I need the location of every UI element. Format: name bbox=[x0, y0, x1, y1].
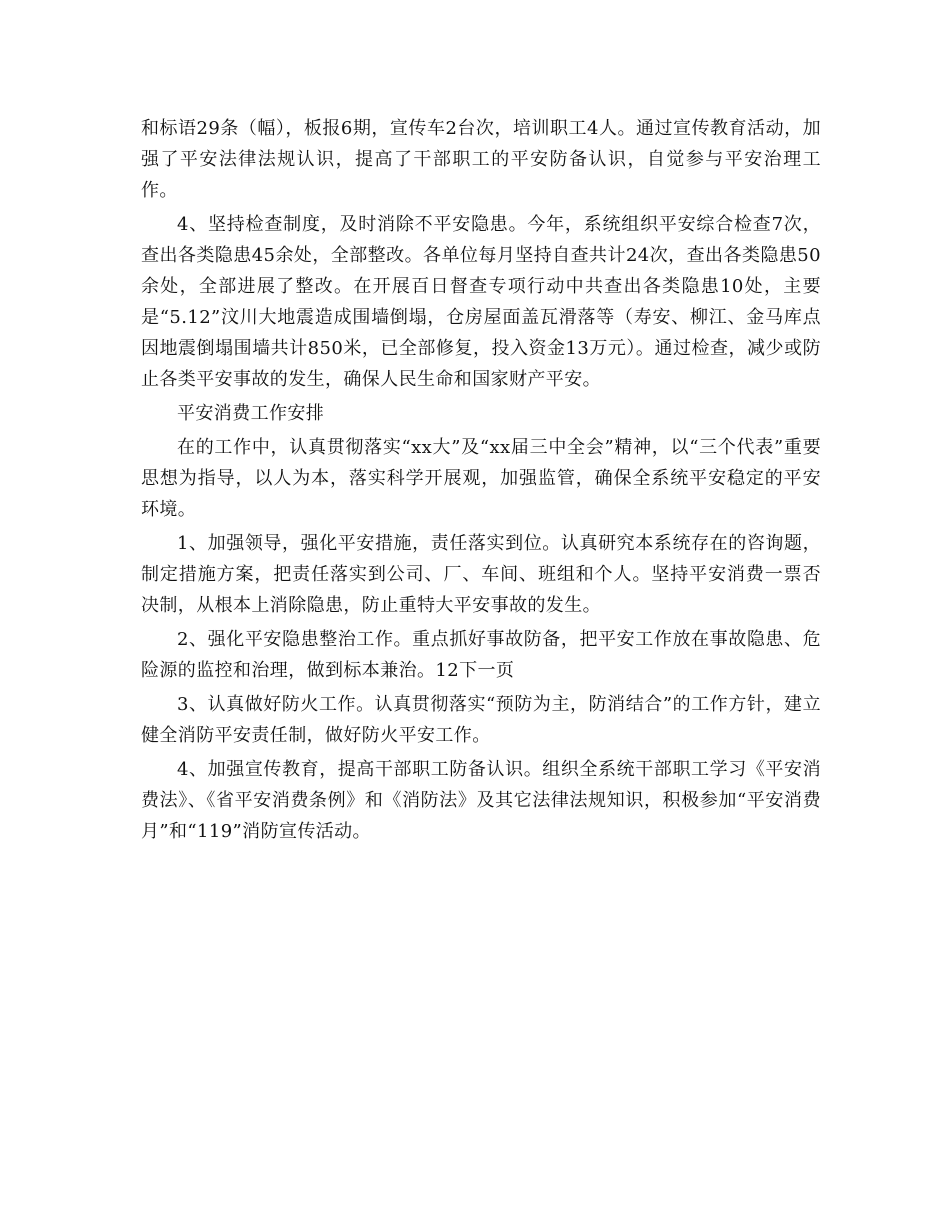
section-heading: 平安消费工作安排 bbox=[177, 403, 325, 424]
paragraph-continuation: 和标语29条（幅），板报6期，宣传车2台次，培训职工4人。通过宣传教育活动，加强了平安法律法规认识，提高了干部职工的平安防备认识，自觉参与平安治理工作。 bbox=[141, 118, 821, 201]
paragraph-hazard-control: 2、强化平安隐患整治工作。重点抓好事故防备，把平安工作放在事故隐患、危险源的监控和治理，做到标本兼治。12下一页 bbox=[141, 629, 821, 681]
paragraph-fire-prevention: 3、认真做好防火工作。认真贯彻落实“预防为主，防消结合”的工作方针，建立健全消防平安责任制，做好防火平安工作。 bbox=[141, 694, 821, 746]
document-body bbox=[141, 113, 821, 850]
paragraph-inspection-system: 4、坚持检查制度，及时消除不平安隐患。今年，系统组织平安综合检查7次，查出各类隐患45余处，全部整改。各单位每月坚持自查共计24次，查出各类隐患50余处，全部进展了整改。在开展百日督查专项行动中共查出各类隐患10处，主要是“5.12”汶川大地震造成围墙倒塌，仓房屋面盖瓦滑落等（寿安、柳江、金马库点因地震倒塌围墙共计850米，已全部修复，投入资金13万元）。通过检查，减少或防止各类平安事故的发生，确保人民生命和国家财产平安。 bbox=[141, 214, 821, 390]
paragraph-education: 4、加强宣传教育，提高干部职工防备认识。组织全系统干部职工学习《平安消费法》、《省平安消费条例》和《消防法》及其它法律法规知识，积极参加“平安消费月”和“119”消防宣传活动。 bbox=[141, 759, 821, 842]
paragraph-introduction: 在的工作中，认真贯彻落实“xx大”及“xx届三中全会”精神，以“三个代表”重要思想为指导，以人为本，落实科学开展观，加强监管，确保全系统平安稳定的平安环境。 bbox=[141, 437, 821, 520]
paragraph-leadership: 1、加强领导，强化平安措施，责任落实到位。认真研究本系统存在的咨询题，制定措施方案，把责任落实到公司、厂、车间、班组和个人。坚持平安消费一票否决制，从根本上消除隐患，防止重特大平安事故的发生。 bbox=[141, 533, 821, 616]
